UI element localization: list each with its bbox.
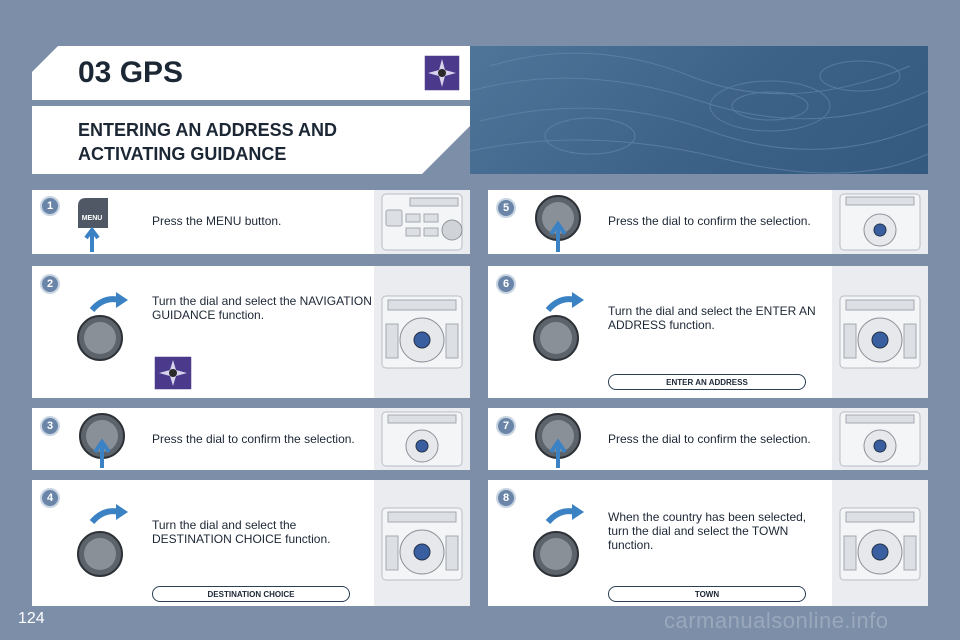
town-screen-label: TOWN — [608, 586, 806, 602]
destination-choice-screen-label: DESTINATION CHOICE — [152, 586, 350, 602]
radio-panel-image — [838, 192, 922, 252]
radio-panel-image — [838, 506, 922, 582]
step-3-text: Press the dial to confirm the selection. — [152, 432, 355, 446]
rotary-dial-press-icon — [534, 412, 582, 470]
radio-panel-image — [838, 410, 922, 468]
step-2-card — [32, 266, 470, 398]
radio-panel-image — [838, 294, 922, 370]
rotary-dial-turn-icon — [532, 502, 586, 580]
step-4-text: Turn the dial and select the DESTINATION CHOICE function. — [152, 518, 331, 546]
step-6-text: Turn the dial and select the ENTER AN ADDRESS function. — [608, 304, 816, 332]
step-5-text: Press the dial to confirm the selection. — [608, 214, 811, 228]
watermark: carmanualsonline.info — [664, 608, 889, 633]
navigation-compass-icon — [424, 55, 460, 91]
navigation-compass-icon — [154, 356, 192, 390]
header-map-banner — [470, 46, 928, 174]
step-7-card — [488, 408, 928, 470]
contour-map-pattern — [470, 46, 928, 174]
page-subtitle: ENTERING AN ADDRESS AND ACTIVATING GUIDANCE — [78, 120, 338, 164]
step-number-badge: 1 — [40, 196, 60, 216]
step-1-text: Press the MENU button. — [152, 214, 282, 228]
step-5-card — [488, 190, 928, 254]
page-title: 03 GPS — [78, 56, 184, 89]
step-2-text: Turn the dial and select the NAVIGATION GUIDANCE function. — [152, 294, 372, 322]
step-number-badge: 4 — [40, 488, 60, 508]
radio-panel-image — [380, 192, 464, 252]
rotary-dial-turn-icon — [532, 290, 586, 366]
menu-button-icon — [74, 194, 112, 256]
rotary-dial-press-icon — [78, 412, 126, 470]
step-number-badge: 2 — [40, 274, 60, 294]
step-number-badge: 6 — [496, 274, 516, 294]
step-number-badge: 3 — [40, 416, 60, 436]
step-6-card — [488, 266, 928, 398]
step-3-card — [32, 408, 470, 470]
enter-address-screen-label: ENTER AN ADDRESS — [608, 374, 806, 390]
menu-button-label: MENU — [81, 215, 103, 222]
rotary-dial-turn-icon — [76, 290, 130, 366]
rotary-dial-press-icon — [534, 194, 582, 254]
step-8-text: When the country has been selected, turn the dial and select the TOWN function. — [608, 510, 807, 552]
rotary-dial-turn-icon — [76, 502, 130, 580]
step-number-badge: 8 — [496, 488, 516, 508]
step-1-card — [32, 190, 470, 254]
radio-panel-image — [380, 410, 464, 468]
step-8-card — [488, 480, 928, 606]
step-7-text: Press the dial to confirm the selection. — [608, 432, 811, 446]
step-number-badge: 7 — [496, 416, 516, 436]
radio-panel-image — [380, 506, 464, 582]
step-number-badge: 5 — [496, 198, 516, 218]
step-4-card — [32, 480, 470, 606]
page-number: 124 — [18, 610, 45, 627]
radio-panel-image — [380, 294, 464, 370]
